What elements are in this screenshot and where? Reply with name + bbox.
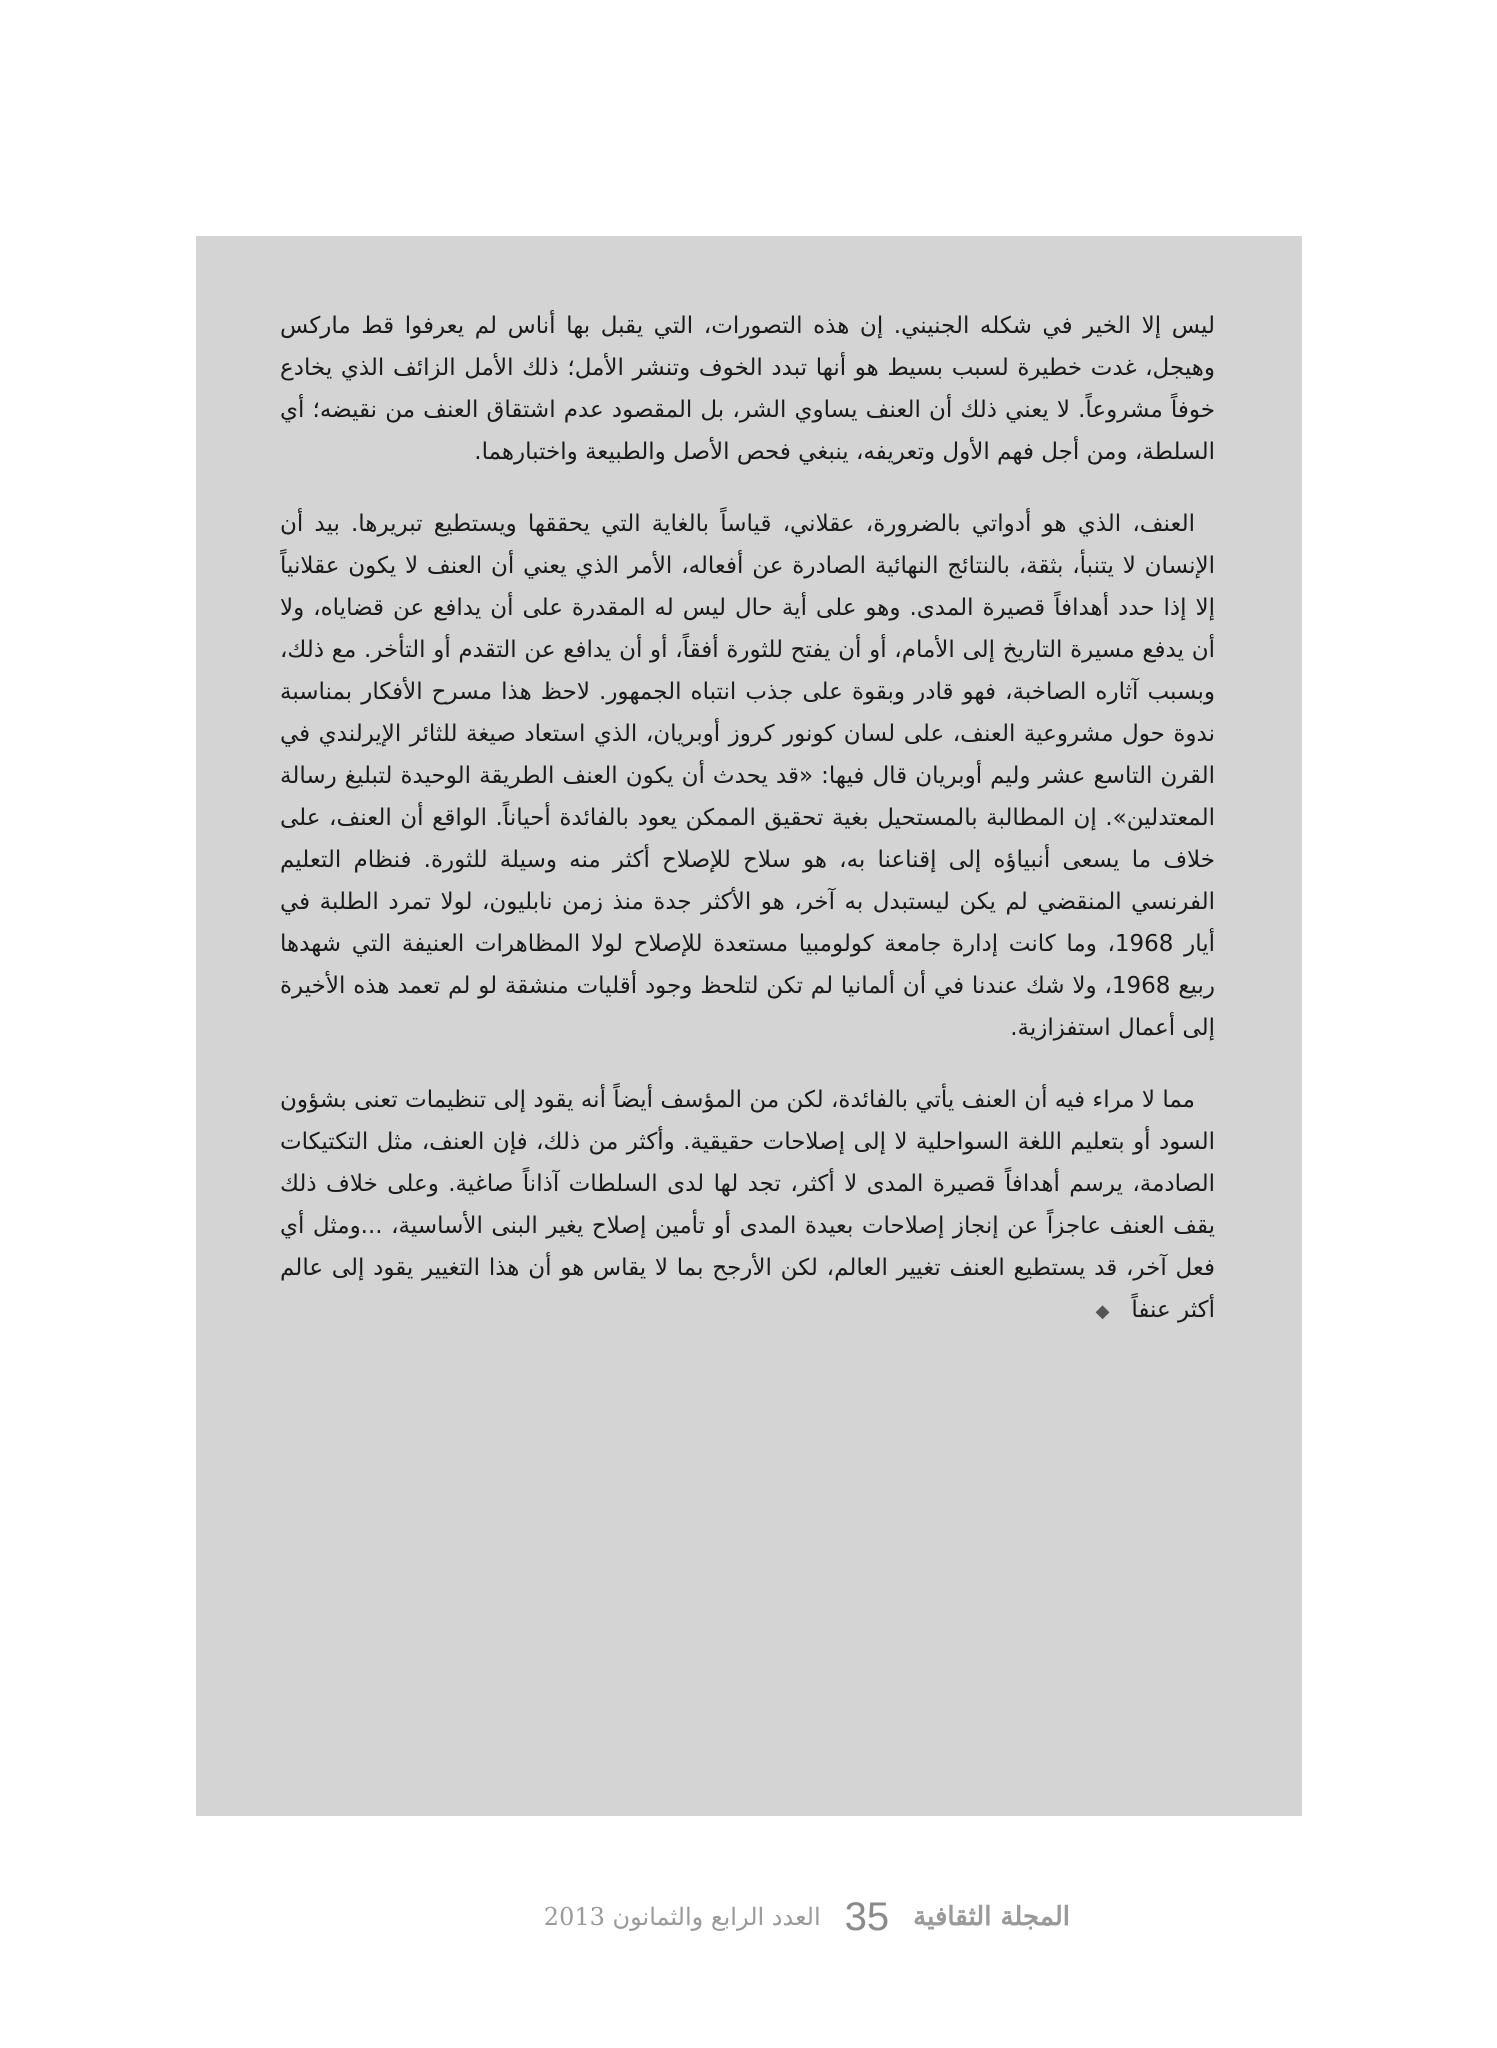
paragraph-1: ليس إلا الخير في شكله الجنيني. إن هذه التصورات، التي يقبل بها أناس لم يعرفوا قط ماركس وهيجل، غدت خطيرة لسبب بسيط هو أنها تبدد الخوف وتنشر الأمل؛ ذلك الأمل الزائف الذي يخادع خوفاً مشروعاً. لا يعني ذلك أن العنف يساوي الشر، بل المقصود عدم اشتقاق العنف من نقيضه؛ أي السلطة، ومن أجل فهم الأول وتعريفه، ينبغي فحص الأصل والطبيعة واختبارهما.	[280, 313, 1215, 465]
paragraph-3	[280, 1079, 1215, 1333]
article-body	[280, 305, 1215, 1363]
magazine-title: المجلة الثقافية	[913, 1902, 1070, 1932]
issue-label: العدد الرابع والثمانون 2013	[543, 1903, 821, 1931]
page-number: 35	[844, 1894, 890, 1939]
paragraph-2: العنف، الذي هو أدواتي بالضرورة، عقلاني، قياساً بالغاية التي يحققها ويستطيع تبريرها. بيد أن الإنسان لا يتنبأ، بثقة، بالنتائج النهائية الصادرة عن أفعاله، الأمر الذي يعني أن العنف لا يكون عقلانياً إلا إذا حدد أهدافاً قصيرة المدى. وهو على أية حال ليس له المقدرة على أن يدافع عن قضاياه، ولا أن يدفع مسيرة التاريخ إلى الأمام، أو أن يفتح للثورة أفقاً، أو أن يدافع عن التقدم أو التأخر. مع ذلك، وبسبب آثاره الصاخبة، فهو قادر وبقوة على جذب انتباه الجمهور. لاحظ هذا مسرح الأفكار بمناسبة ندوة حول مشروعية العنف، على لسان كونور كروز أوبريان، الذي استعاد صيغة للثائر الإيرلندي في القرن التاسع عشر وليم أوبريان قال فيها: «قد يحدث أن يكون العنف الطريقة الوحيدة لتبليغ رسالة المعتدلين». إن المطالبة بالمستحيل بغية تحقيق الممكن يعود بالفائدة أحياناً. الواقع أن العنف، على خلاف ما يسعى أنبياؤه إلى إقناعنا به، هو سلاح للإصلاح أكثر منه وسيلة للثورة. فنظام التعليم الفرنسي المنقضي لم يكن ليستبدل به آخر، هو الأكثر جدة منذ زمن نابليون، لولا تمرد الطلبة في أيار 1968، وما كانت إدارة جامعة كولومبيا مستعدة للإصلاح لولا المظاهرات العنيفة التي شهدها ربيع 1968، ولا شك عندنا في أن ألمانيا لم تكن لتلحظ وجود أقليات منشقة لو لم تعمد هذه الأخيرة إلى أعمال استفزازية.	[280, 511, 1215, 1041]
end-mark-icon: ◆	[1095, 1301, 1110, 1322]
page-footer	[430, 1892, 1070, 1942]
paragraph-3-text: مما لا مراء فيه أن العنف يأتي بالفائدة، لكن من المؤسف أيضاً أنه يقود إلى تنظيمات تعنى بشؤون السود أو بتعليم اللغة السواحلية لا إلى إصلاحات حقيقية. وأكثر من ذلك، فإن العنف، مثل التكتيكات الصادمة، يرسم أهدافاً قصيرة المدى لا أكثر، تجد لها لدى السلطات آذاناً صاغية. وعلى خلاف ذلك يقف العنف عاجزاً عن إنجاز إصلاحات بعيدة المدى أو تأمين إصلاح يغير البنى الأساسية، ...ومثل أي فعل آخر، قد يستطيع العنف تغيير العالم، لكن الأرجح بما لا يقاس هو أن هذا التغيير يقود إلى عالم أكثر عنفاً	[280, 1087, 1215, 1323]
